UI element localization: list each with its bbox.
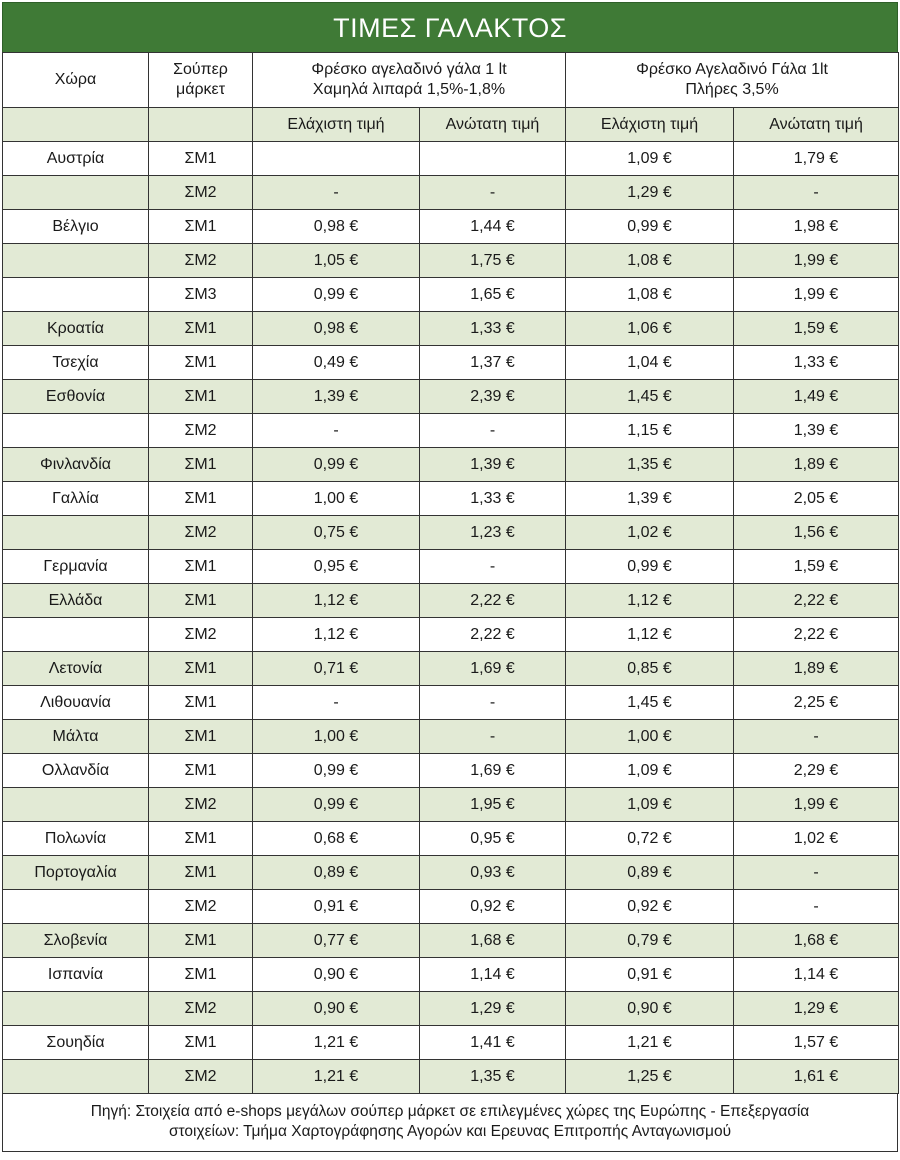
cell-lowfat-min: 0,99 € (253, 448, 420, 482)
cell-country: Βέλγιο (3, 210, 149, 244)
table-row (3, 686, 899, 720)
cell-full-min: 0,79 € (566, 924, 734, 958)
cell-lowfat-max: 0,93 € (420, 856, 566, 890)
cell-country: Φινλανδία (3, 448, 149, 482)
table-row (3, 618, 899, 652)
cell-country: Τσεχία (3, 346, 149, 380)
cell-lowfat-min: 0,91 € (253, 890, 420, 924)
cell-full-min: 1,00 € (566, 720, 734, 754)
cell-supermarket: ΣΜ1 (149, 380, 253, 414)
cell-lowfat-min: 0,89 € (253, 856, 420, 890)
table-row (3, 482, 899, 516)
table-row (3, 788, 899, 822)
cell-lowfat-max: 2,22 € (420, 618, 566, 652)
cell-lowfat-min: - (253, 176, 420, 210)
cell-lowfat-min: - (253, 414, 420, 448)
cell-supermarket: ΣΜ1 (149, 550, 253, 584)
cell-full-max: 2,25 € (734, 686, 899, 720)
cell-country: Εσθονία (3, 380, 149, 414)
cell-lowfat-min: 1,05 € (253, 244, 420, 278)
cell-full-max: 2,29 € (734, 754, 899, 788)
table-row (3, 754, 899, 788)
cell-lowfat-max: - (420, 176, 566, 210)
table-row (3, 448, 899, 482)
cell-lowfat-min: 1,12 € (253, 618, 420, 652)
cell-supermarket: ΣΜ1 (149, 754, 253, 788)
cell-supermarket: ΣΜ2 (149, 992, 253, 1026)
cell-full-min: 1,45 € (566, 686, 734, 720)
cell-full-min: 1,35 € (566, 448, 734, 482)
table-row (3, 924, 899, 958)
cell-lowfat-min: 0,98 € (253, 210, 420, 244)
cell-full-max: 1,39 € (734, 414, 899, 448)
cell-country: Πορτογαλία (3, 856, 149, 890)
header-full-milk: Φρέσκο Αγελαδινό Γάλα 1lt Πλήρες 3,5% (566, 53, 899, 108)
table-row (3, 312, 899, 346)
cell-supermarket: ΣΜ2 (149, 618, 253, 652)
subheader-row (3, 108, 899, 142)
cell-country (3, 788, 149, 822)
cell-lowfat-max: 1,33 € (420, 482, 566, 516)
cell-lowfat-min: 0,49 € (253, 346, 420, 380)
cell-full-min: 1,15 € (566, 414, 734, 448)
subheader-full-max: Ανώτατη τιμή (734, 108, 899, 142)
cell-full-max: 1,57 € (734, 1026, 899, 1060)
cell-supermarket: ΣΜ2 (149, 414, 253, 448)
cell-lowfat-max: 1,33 € (420, 312, 566, 346)
cell-full-max: 1,02 € (734, 822, 899, 856)
header-country: Χώρα (3, 53, 149, 108)
table-row (3, 550, 899, 584)
cell-full-max: 2,05 € (734, 482, 899, 516)
cell-country: Σουηδία (3, 1026, 149, 1060)
source-line-2: στοιχείων: Τμήμα Χαρτογράφησης Αγορών και Ερευνας Επιτροπής Ανταγωνισμού (168, 1123, 732, 1140)
table-row (3, 380, 899, 414)
cell-lowfat-min: 0,71 € (253, 652, 420, 686)
cell-full-min: 1,39 € (566, 482, 734, 516)
table-row (3, 1060, 899, 1094)
cell-full-min: 1,12 € (566, 618, 734, 652)
cell-full-max: 1,99 € (734, 788, 899, 822)
cell-lowfat-min: 0,99 € (253, 788, 420, 822)
cell-country (3, 278, 149, 312)
table-row (3, 992, 899, 1026)
cell-full-min: 1,08 € (566, 278, 734, 312)
table-row (3, 720, 899, 754)
cell-full-max: 1,59 € (734, 312, 899, 346)
cell-supermarket: ΣΜ1 (149, 720, 253, 754)
cell-full-max: 1,14 € (734, 958, 899, 992)
cell-lowfat-max: - (420, 720, 566, 754)
cell-lowfat-min: 1,00 € (253, 482, 420, 516)
cell-full-min: 0,92 € (566, 890, 734, 924)
cell-full-min: 1,08 € (566, 244, 734, 278)
cell-country: Πολωνία (3, 822, 149, 856)
cell-supermarket: ΣΜ2 (149, 788, 253, 822)
subheader-empty (149, 108, 253, 142)
cell-full-min: 1,21 € (566, 1026, 734, 1060)
cell-supermarket: ΣΜ1 (149, 210, 253, 244)
cell-lowfat-max: 1,44 € (420, 210, 566, 244)
cell-country (3, 992, 149, 1026)
cell-lowfat-max: 0,95 € (420, 822, 566, 856)
cell-supermarket: ΣΜ1 (149, 856, 253, 890)
cell-lowfat-max: 1,68 € (420, 924, 566, 958)
cell-supermarket: ΣΜ1 (149, 686, 253, 720)
cell-country: Ισπανία (3, 958, 149, 992)
cell-full-max: 1,56 € (734, 516, 899, 550)
cell-supermarket: ΣΜ1 (149, 312, 253, 346)
price-table (2, 52, 899, 1094)
cell-lowfat-max (420, 142, 566, 176)
source-line-1: Πηγή: Στοιχεία από e-shops μεγάλων σούπερ μάρκετ σε επιλεγμένες χώρες της Ευρώπης - Επεξεργασία (90, 1103, 810, 1120)
cell-lowfat-min: 0,77 € (253, 924, 420, 958)
cell-full-max: 2,22 € (734, 584, 899, 618)
header-supermarket: Σούπερ μάρκετ (149, 53, 253, 108)
cell-full-min: 0,72 € (566, 822, 734, 856)
cell-country (3, 244, 149, 278)
cell-full-min: 0,91 € (566, 958, 734, 992)
cell-country: Κροατία (3, 312, 149, 346)
table-row (3, 516, 899, 550)
cell-full-max: 1,49 € (734, 380, 899, 414)
cell-supermarket: ΣΜ1 (149, 346, 253, 380)
cell-lowfat-max: 1,41 € (420, 1026, 566, 1060)
cell-full-max: 1,89 € (734, 652, 899, 686)
cell-lowfat-max: 1,29 € (420, 992, 566, 1026)
cell-full-max: 1,59 € (734, 550, 899, 584)
cell-lowfat-max: 1,23 € (420, 516, 566, 550)
cell-country: Λιθουανία (3, 686, 149, 720)
cell-supermarket: ΣΜ2 (149, 244, 253, 278)
cell-lowfat-max: 1,95 € (420, 788, 566, 822)
cell-full-min: 0,90 € (566, 992, 734, 1026)
table-row (3, 856, 899, 890)
cell-supermarket: ΣΜ1 (149, 448, 253, 482)
cell-full-max: 1,61 € (734, 1060, 899, 1094)
cell-full-max: - (734, 720, 899, 754)
cell-full-max: 1,68 € (734, 924, 899, 958)
table-row (3, 142, 899, 176)
table-row (3, 584, 899, 618)
cell-supermarket: ΣΜ2 (149, 890, 253, 924)
cell-lowfat-max: 1,37 € (420, 346, 566, 380)
cell-country: Ελλάδα (3, 584, 149, 618)
cell-country (3, 1060, 149, 1094)
cell-full-min: 0,99 € (566, 550, 734, 584)
cell-lowfat-min: 0,68 € (253, 822, 420, 856)
cell-full-max: 1,29 € (734, 992, 899, 1026)
cell-supermarket: ΣΜ1 (149, 652, 253, 686)
cell-lowfat-min: 1,39 € (253, 380, 420, 414)
table-row (3, 652, 899, 686)
cell-country: Γερμανία (3, 550, 149, 584)
table-row (3, 890, 899, 924)
cell-lowfat-min: 0,99 € (253, 278, 420, 312)
cell-lowfat-max: - (420, 550, 566, 584)
cell-lowfat-max: 0,92 € (420, 890, 566, 924)
header-row (3, 53, 899, 108)
cell-country (3, 176, 149, 210)
price-table-body (3, 53, 899, 1094)
cell-full-min: 0,99 € (566, 210, 734, 244)
cell-full-min: 1,45 € (566, 380, 734, 414)
cell-lowfat-min: 0,90 € (253, 992, 420, 1026)
cell-full-min: 1,09 € (566, 754, 734, 788)
cell-country (3, 516, 149, 550)
subheader-empty (3, 108, 149, 142)
cell-supermarket: ΣΜ3 (149, 278, 253, 312)
cell-lowfat-min: 1,21 € (253, 1026, 420, 1060)
table-row (3, 822, 899, 856)
cell-lowfat-min: 1,21 € (253, 1060, 420, 1094)
subheader-full-min: Ελάχιστη τιμή (566, 108, 734, 142)
cell-lowfat-min: - (253, 686, 420, 720)
cell-lowfat-min: 0,98 € (253, 312, 420, 346)
cell-supermarket: ΣΜ2 (149, 1060, 253, 1094)
cell-full-min: 1,25 € (566, 1060, 734, 1094)
table-row (3, 210, 899, 244)
cell-supermarket: ΣΜ2 (149, 176, 253, 210)
cell-lowfat-min: 0,90 € (253, 958, 420, 992)
cell-country (3, 414, 149, 448)
cell-country: Γαλλία (3, 482, 149, 516)
header-lowfat-milk: Φρέσκο αγελαδινό γάλα 1 lt Χαμηλά λιπαρά 1,5%-1,8% (253, 53, 566, 108)
subheader-lowfat-min: Ελάχιστη τιμή (253, 108, 420, 142)
cell-full-max: 1,33 € (734, 346, 899, 380)
cell-full-max: 1,79 € (734, 142, 899, 176)
cell-full-min: 0,89 € (566, 856, 734, 890)
cell-full-max: 1,98 € (734, 210, 899, 244)
table-row (3, 346, 899, 380)
table-row (3, 414, 899, 448)
cell-lowfat-min: 1,12 € (253, 584, 420, 618)
cell-full-min: 1,06 € (566, 312, 734, 346)
cell-supermarket: ΣΜ1 (149, 822, 253, 856)
milk-prices-figure (2, 2, 898, 1152)
table-row (3, 278, 899, 312)
cell-lowfat-max: 1,69 € (420, 754, 566, 788)
cell-full-max: 2,22 € (734, 618, 899, 652)
cell-full-max: - (734, 176, 899, 210)
cell-lowfat-min: 0,95 € (253, 550, 420, 584)
cell-full-max: 1,99 € (734, 244, 899, 278)
cell-lowfat-max: 1,65 € (420, 278, 566, 312)
cell-supermarket: ΣΜ1 (149, 958, 253, 992)
cell-lowfat-max: - (420, 686, 566, 720)
cell-supermarket: ΣΜ1 (149, 924, 253, 958)
cell-lowfat-max: 1,35 € (420, 1060, 566, 1094)
cell-lowfat-max: 2,39 € (420, 380, 566, 414)
cell-lowfat-max: - (420, 414, 566, 448)
cell-full-min: 1,09 € (566, 788, 734, 822)
cell-supermarket: ΣΜ1 (149, 142, 253, 176)
cell-supermarket: ΣΜ2 (149, 516, 253, 550)
table-row (3, 244, 899, 278)
cell-lowfat-min: 0,99 € (253, 754, 420, 788)
cell-full-min: 1,12 € (566, 584, 734, 618)
cell-lowfat-max: 2,22 € (420, 584, 566, 618)
cell-lowfat-max: 1,75 € (420, 244, 566, 278)
cell-full-max: - (734, 856, 899, 890)
cell-lowfat-min (253, 142, 420, 176)
cell-full-max: - (734, 890, 899, 924)
cell-supermarket: ΣΜ1 (149, 1026, 253, 1060)
cell-supermarket: ΣΜ1 (149, 482, 253, 516)
subheader-lowfat-max: Ανώτατη τιμή (420, 108, 566, 142)
cell-country: Λετονία (3, 652, 149, 686)
cell-country (3, 890, 149, 924)
cell-full-min: 1,02 € (566, 516, 734, 550)
cell-lowfat-max: 1,39 € (420, 448, 566, 482)
cell-full-min: 1,29 € (566, 176, 734, 210)
cell-full-min: 1,09 € (566, 142, 734, 176)
cell-lowfat-min: 1,00 € (253, 720, 420, 754)
cell-full-min: 1,04 € (566, 346, 734, 380)
cell-country: Αυστρία (3, 142, 149, 176)
cell-country: Ολλανδία (3, 754, 149, 788)
cell-full-max: 1,89 € (734, 448, 899, 482)
cell-supermarket: ΣΜ1 (149, 584, 253, 618)
table-row (3, 176, 899, 210)
table-row (3, 958, 899, 992)
source-note (2, 1094, 898, 1152)
table-row (3, 1026, 899, 1060)
cell-lowfat-min: 0,75 € (253, 516, 420, 550)
cell-full-min: 0,85 € (566, 652, 734, 686)
cell-lowfat-max: 1,69 € (420, 652, 566, 686)
cell-full-max: 1,99 € (734, 278, 899, 312)
cell-country: Μάλτα (3, 720, 149, 754)
cell-lowfat-max: 1,14 € (420, 958, 566, 992)
cell-country (3, 618, 149, 652)
cell-country: Σλοβενία (3, 924, 149, 958)
table-title: ΤΙΜΕΣ ΓΑΛΑΚΤΟΣ (2, 2, 898, 52)
